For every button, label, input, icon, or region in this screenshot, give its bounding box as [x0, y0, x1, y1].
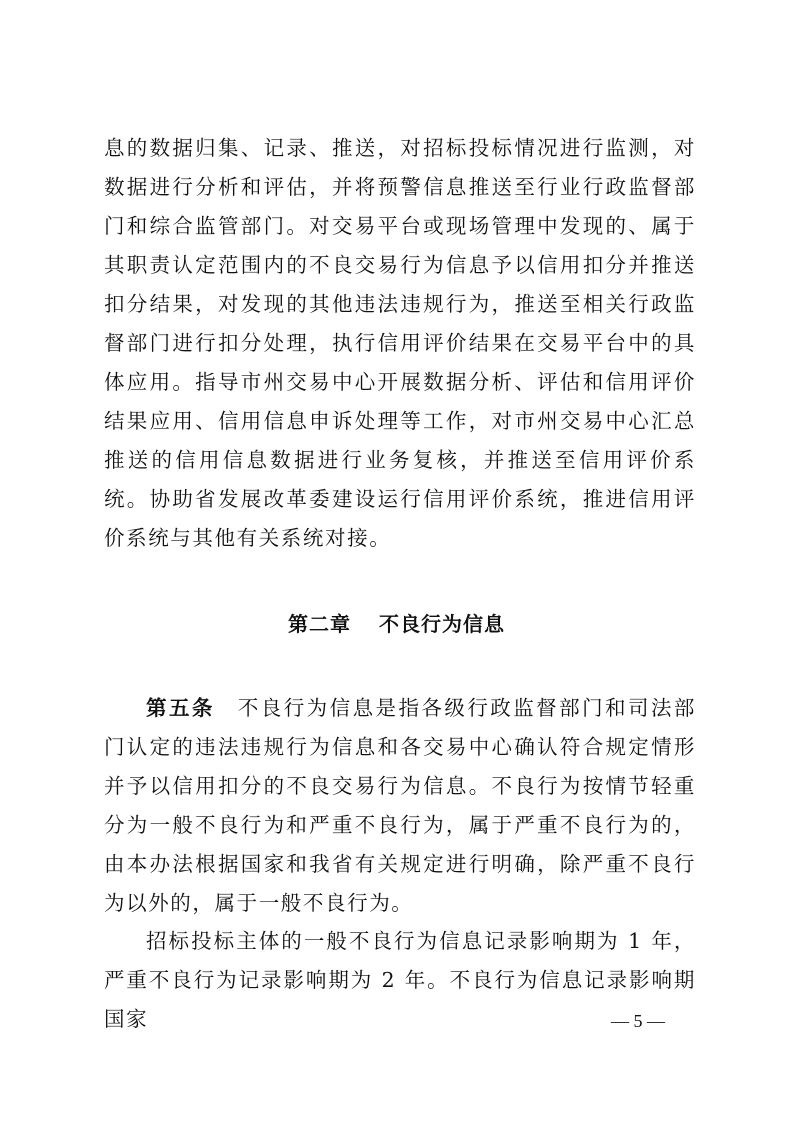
article-paragraph	[104, 689, 696, 923]
continuation-paragraph: 息的数据归集、记录、推送，对招标投标情况进行监测，对数据进行分析和评估，并将预警信息推送至行业行政监督部门和综合监管部门。对交易平台或现场管理中发现的、属于其职责认定范围内的不良交易行为信息予以信用扣分并推送扣分结果，对发现的其他违法违规行为，推送至相关行政监督部门进行扣分处理，执行信用评价结果在交易平台中的具体应用。指导市州交易中心开展数据分析、评估和信用评价结果应用、信用信息申诉处理等工作，对市州交易中心汇总推送的信用信息数据进行业务复核，并推送至信用评价系统。协助省发展改革委建设运行信用评价系统，推进信用评价系统与其他有关系统对接。	[104, 136, 696, 550]
second-paragraph: 招标投标主体的一般不良行为信息记录影响期为 1 年，严重不良行为记录影响期为 2 年。不良行为信息记录影响期国家	[104, 929, 696, 1031]
chapter-number: 第二章	[288, 612, 351, 636]
article-text: 不良行为信息是指各级行政监督部门和司法部门认定的违法违规行为信息和各交易中心确认符合规定情形并予以信用扣分的不良交易行为信息。不良行为按情节轻重分为一般不良行为和严重不良行为，属于严重不良行为的，由本办法根据国家和我省有关规定进行明确，除严重不良行为以外的，属于一般不良行为。	[104, 696, 696, 915]
chapter-heading	[0, 608, 793, 637]
page-number: — 5 —	[611, 1011, 665, 1031]
chapter-title: 不良行为信息	[379, 612, 505, 636]
article-number: 第五条	[146, 696, 215, 720]
